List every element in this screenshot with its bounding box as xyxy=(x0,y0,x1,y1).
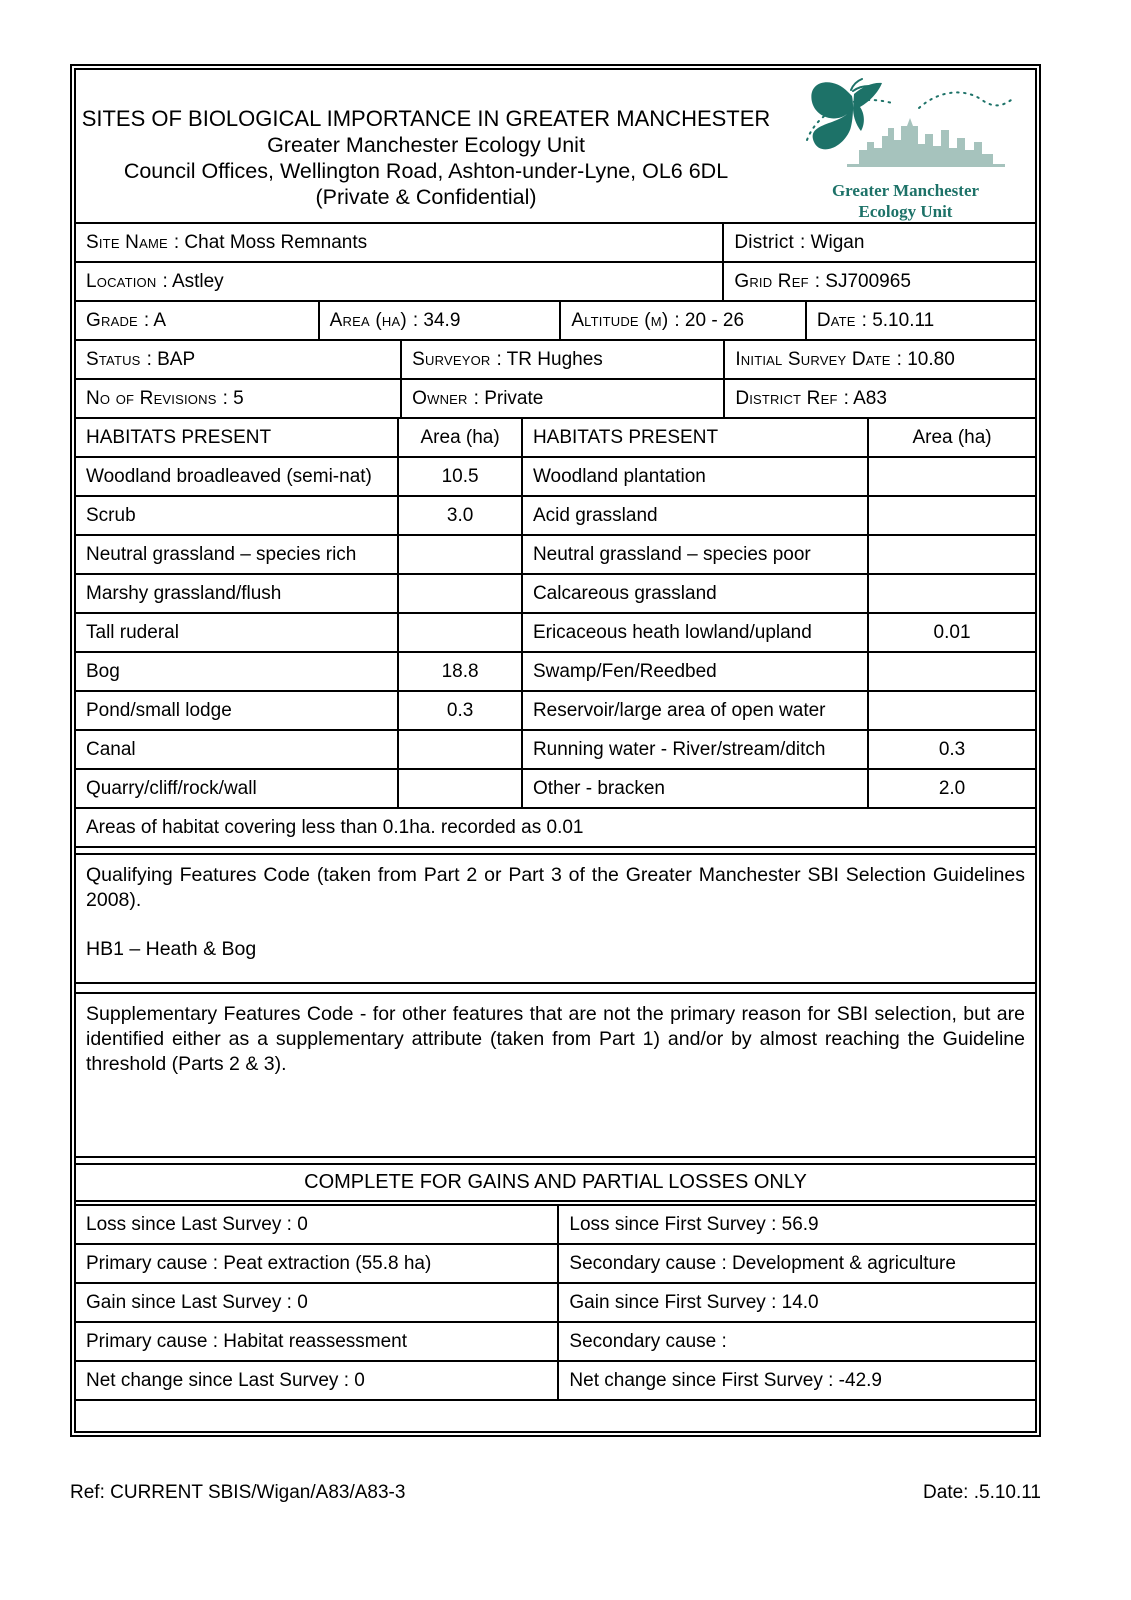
document-sheet xyxy=(70,64,1041,1437)
habitat-area-cell: 2.0 xyxy=(867,770,1035,807)
habitats-header-right: HABITATS PRESENT xyxy=(521,419,867,456)
dotted-trail xyxy=(919,92,1015,108)
habitats-header-row xyxy=(76,417,1035,456)
habitat-name-cell: Neutral grassland – species rich xyxy=(86,543,357,565)
habitat-name-cell: Running water - River/stream/ditch xyxy=(521,731,867,768)
field-label: Altitude (m) xyxy=(571,309,669,331)
habitat-name-cell: Scrub xyxy=(86,504,136,526)
form-org: Greater Manchester Ecology Unit xyxy=(267,133,585,157)
skyline-baseline xyxy=(847,164,1005,167)
habitat-area-cell xyxy=(397,731,521,768)
site-info-and-habitats-table xyxy=(76,222,1035,848)
logo-wordmark xyxy=(776,180,1035,222)
field-value: : Chat Moss Remnants xyxy=(173,231,368,253)
habitat-area-cell xyxy=(867,458,1035,495)
qualifying-features-text: Qualifying Features Code (taken from Part 2 or Part 3 of the Greater Manchester SBI Selection Guidelines 2008). xyxy=(86,864,1025,911)
field-value: : TR Hughes xyxy=(496,348,603,370)
habitats-header-left: HABITATS PRESENT xyxy=(86,426,272,448)
loss-last-survey-cell: Loss since Last Survey : 0 xyxy=(86,1213,308,1235)
field-label: Grid Ref xyxy=(734,270,809,292)
habitat-area-cell xyxy=(867,653,1035,690)
form-address: Council Offices, Wellington Road, Ashton-under-Lyne, OL6 6DL xyxy=(123,159,729,183)
surveyor-cell xyxy=(400,341,723,378)
habitat-row xyxy=(76,651,1035,690)
field-label: Surveyor xyxy=(412,348,491,370)
area-header-right: Area (ha) xyxy=(867,419,1035,456)
net-change-first-survey-cell: Net change since First Survey : -42.9 xyxy=(557,1362,1035,1399)
field-value: : Wigan xyxy=(800,231,865,253)
footer-ref: Ref: CURRENT SBIS/Wigan/A83/A83-3 xyxy=(70,1482,406,1503)
habitat-area-cell xyxy=(867,575,1035,612)
habitat-name-cell: Reservoir/large area of open water xyxy=(521,692,867,729)
gains-losses-table xyxy=(76,1204,1035,1401)
grid-ref-cell xyxy=(722,263,1035,300)
gain-first-survey-cell: Gain since First Survey : 14.0 xyxy=(557,1284,1035,1321)
habitat-name-cell: Tall ruderal xyxy=(86,621,179,643)
field-value: : BAP xyxy=(146,348,196,370)
butterfly-icon xyxy=(811,79,882,149)
habitat-area-cell xyxy=(397,575,521,612)
habitat-name-cell: Marshy grassland/flush xyxy=(86,582,282,604)
gains-row xyxy=(76,1360,1035,1399)
field-label: Site Name xyxy=(86,231,168,253)
habitat-name-cell: Calcareous grassland xyxy=(521,575,867,612)
field-value: : 34.9 xyxy=(412,309,461,331)
habitat-name-cell: Pond/small lodge xyxy=(86,699,232,721)
gains-row xyxy=(76,1206,1035,1243)
gains-row xyxy=(76,1282,1035,1321)
field-label: Location xyxy=(86,270,157,292)
site-info-row-4 xyxy=(76,339,1035,378)
habitat-area-cell: 3.0 xyxy=(397,497,521,534)
skyline-graphic xyxy=(859,118,993,164)
field-label: District xyxy=(734,231,795,253)
habitat-area-cell: 10.5 xyxy=(397,458,521,495)
site-info-row-2 xyxy=(76,261,1035,300)
gain-secondary-cause-cell: Secondary cause : xyxy=(557,1323,1035,1360)
gain-primary-cause-cell: Primary cause : Habitat reassessment xyxy=(86,1330,408,1352)
district-ref-cell xyxy=(723,380,1035,417)
field-value: : Private xyxy=(473,387,544,409)
qualifying-features-code: HB1 – Heath & Bog xyxy=(86,938,257,960)
loss-first-survey-cell: Loss since First Survey : 56.9 xyxy=(557,1206,1035,1243)
field-label: Date xyxy=(816,309,856,331)
field-label: Owner xyxy=(412,387,468,409)
supplementary-features-box xyxy=(76,992,1035,1158)
habitat-name-cell: Quarry/cliff/rock/wall xyxy=(86,777,257,799)
qualifying-features-box xyxy=(76,853,1035,984)
field-label: Grade xyxy=(86,309,138,331)
form-title: SITES OF BIOLOGICAL IMPORTANCE IN GREATER MANCHESTER xyxy=(81,106,771,131)
habitat-name-cell: Swamp/Fen/Reedbed xyxy=(521,653,867,690)
grade-cell xyxy=(76,302,318,339)
field-value: : A xyxy=(143,309,167,331)
ecology-unit-logo-graphic xyxy=(791,78,1021,178)
field-value: : SJ700965 xyxy=(814,270,911,292)
logo-wordmark-line1: Greater Manchester xyxy=(831,181,980,200)
district-cell xyxy=(722,224,1035,261)
supplementary-features-text: Supplementary Features Code - for other features that are not the primary reason for SBI selection, but are identified either as a supplementary attribute (taken from Part 1) and/or by almost reaching the Guideline threshold (Parts 2 & 3). xyxy=(86,1003,1025,1075)
status-cell xyxy=(76,341,400,378)
habitat-name-cell: Woodland broadleaved (semi-nat) xyxy=(86,465,372,487)
survey-date-cell xyxy=(805,302,1035,339)
habitat-note-row xyxy=(76,807,1035,846)
area-ha-cell xyxy=(318,302,560,339)
habitat-name-cell: Bog xyxy=(86,660,120,682)
site-info-row-1 xyxy=(76,224,1035,261)
field-value: : 20 - 26 xyxy=(674,309,745,331)
gain-last-survey-cell: Gain since Last Survey : 0 xyxy=(86,1291,308,1313)
ecology-unit-logo xyxy=(776,70,1035,222)
logo-wordmark-line2: Ecology Unit xyxy=(858,202,953,221)
habitat-area-cell xyxy=(397,536,521,573)
field-value: : Astley xyxy=(162,270,224,292)
site-name-cell xyxy=(76,224,722,261)
habitat-name-cell: Ericaceous heath lowland/upland xyxy=(521,614,867,651)
altitude-cell xyxy=(559,302,805,339)
field-label: Status xyxy=(86,348,141,370)
habitat-row xyxy=(76,495,1035,534)
owner-cell xyxy=(400,380,723,417)
habitat-area-cell xyxy=(867,536,1035,573)
habitat-row xyxy=(76,612,1035,651)
gains-row xyxy=(76,1321,1035,1360)
loss-primary-cause-cell: Primary cause : Peat extraction (55.8 ha) xyxy=(86,1252,432,1274)
site-info-row-5 xyxy=(76,378,1035,417)
habitat-area-cell xyxy=(867,692,1035,729)
habitat-note: Areas of habitat covering less than 0.1ha. recorded as 0.01 xyxy=(86,816,584,838)
habitat-area-cell xyxy=(867,497,1035,534)
form-confidential: (Private & Confidential) xyxy=(315,185,537,209)
gains-losses-section-title: COMPLETE FOR GAINS AND PARTIAL LOSSES ONLY xyxy=(76,1163,1035,1202)
habitat-row xyxy=(76,573,1035,612)
revisions-cell xyxy=(76,380,400,417)
habitat-name-cell: Other - bracken xyxy=(521,770,867,807)
page-footer xyxy=(70,1482,1041,1504)
field-label: No of Revisions xyxy=(86,387,217,409)
field-value: : 10.80 xyxy=(896,348,955,370)
net-change-last-survey-cell: Net change since Last Survey : 0 xyxy=(86,1369,365,1391)
site-info-row-3 xyxy=(76,300,1035,339)
habitat-row xyxy=(76,768,1035,807)
habitat-area-cell xyxy=(397,614,521,651)
habitat-row xyxy=(76,690,1035,729)
habitat-area-cell: 0.3 xyxy=(397,692,521,729)
gains-row xyxy=(76,1243,1035,1282)
footer-date: Date: .5.10.11 xyxy=(923,1482,1041,1503)
habitat-row xyxy=(76,456,1035,495)
initial-survey-date-cell xyxy=(723,341,1035,378)
field-label: Area (ha) xyxy=(329,309,407,331)
habitat-area-cell: 18.8 xyxy=(397,653,521,690)
habitat-name-cell: Acid grassland xyxy=(521,497,867,534)
habitat-area-cell: 0.3 xyxy=(867,731,1035,768)
habitat-area-cell: 0.01 xyxy=(867,614,1035,651)
field-label: Initial Survey Date xyxy=(735,348,891,370)
habitat-name-cell: Neutral grassland – species poor xyxy=(521,536,867,573)
habitat-name-cell: Canal xyxy=(86,738,136,760)
habitat-area-cell xyxy=(397,770,521,807)
field-label: District Ref xyxy=(735,387,838,409)
field-value: : 5.10.11 xyxy=(861,309,935,331)
form-header xyxy=(76,70,1035,222)
form-title-block xyxy=(76,70,776,222)
habitat-row xyxy=(76,534,1035,573)
loss-secondary-cause-cell: Secondary cause : Development & agriculture xyxy=(557,1245,1035,1282)
field-value: : 5 xyxy=(222,387,244,409)
field-value: : A83 xyxy=(843,387,887,409)
location-cell xyxy=(76,263,722,300)
habitat-name-cell: Woodland plantation xyxy=(521,458,867,495)
area-header-left: Area (ha) xyxy=(397,419,521,456)
habitat-row xyxy=(76,729,1035,768)
